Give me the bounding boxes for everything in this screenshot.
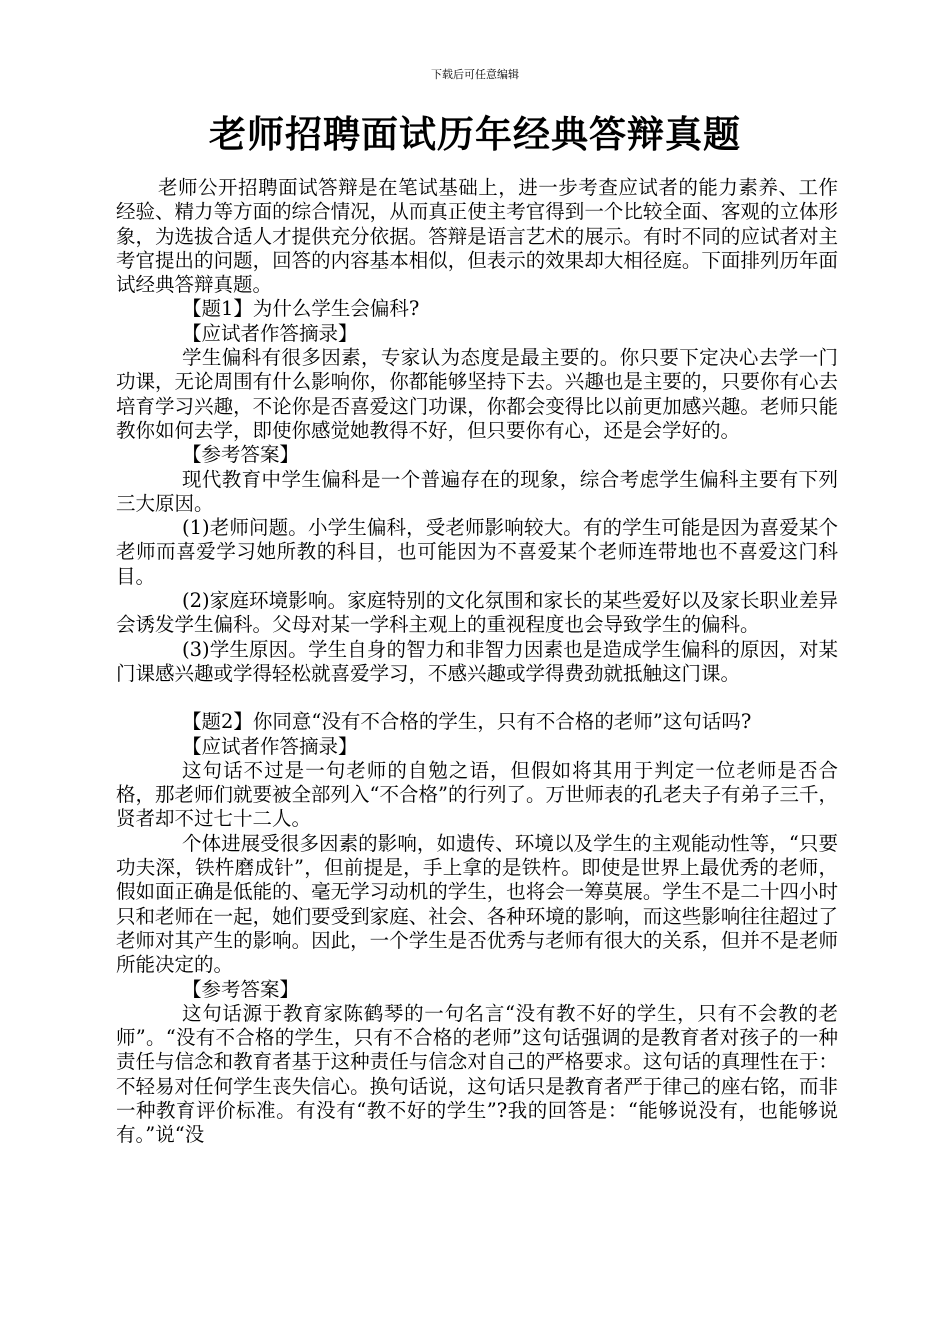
reference-answer-heading: 【参考答案】 (182, 977, 300, 1001)
header-note: 下载后可任意编辑 (431, 68, 519, 81)
intro-paragraph: 老师公开招聘面试答辩是在笔试基础上，进一步考查应试者的能力素养、工作经验、精力等方面的综合情况，从而真正使主考官得到一个比较全面、客观的立体形象，为选拔合适人才提供充分依据。答辩是语言艺术的展示。有时不同的应试者对主考官提出的问题，回答的内容基本相似，但表示的效果却大相径庭。下面排列历年面试经典答辩真题。 (116, 176, 838, 297)
answer-excerpt-paragraph: 这句话不过是一句老师的自勉之语，但假如将其用于判定一位老师是否合格，那老师们就要被全部列入“不合格”的行列了。万世师表的孔老夫子有弟子三千，贤者却不过七十二人。 (116, 758, 838, 831)
document-body (116, 176, 838, 1148)
answer-excerpt-paragraph: 学生偏科有很多因素，专家认为态度是最主要的。你只要下定决心去学一门功课，无论周围有什么影响你，你都能够坚持下去。兴趣也是主要的，只要你有心去培育学习兴趣，不论你是否喜爱这门功课，你都会变得比以前更加感兴趣。老师只能教你如何去学，即使你感觉她教得不好，但只要你有心，还是会学好的。 (116, 346, 838, 442)
reference-answer-paragraph: 现代教育中学生偏科是一个普遍存在的现象，综合考虑学生偏科主要有下列三大原因。 (116, 467, 838, 515)
question-1-heading: 【题1】为什么学生会偏科? (182, 297, 420, 321)
reference-answer-heading: 【参考答案】 (182, 443, 300, 467)
document-title: 老师招聘面试历年经典答辩真题 (209, 113, 741, 156)
question-2-heading: 【题2】你同意“没有不合格的学生，只有不合格的老师”这句话吗? (182, 710, 752, 734)
answer-excerpt-heading: 【应试者作答摘录】 (182, 321, 358, 345)
reason-1-paragraph: (1)老师问题。小学生偏科，受老师影响较大。有的学生可能是因为喜爱某个老师而喜爱学习她所教的科目，也可能因为不喜爱某个老师连带地也不喜爱这门科目。 (116, 516, 838, 588)
reason-2-paragraph: (2)家庭环境影响。家庭特别的文化氛围和家长的某些爱好以及家长职业差异会诱发学生偏科。父母对某一学科主观上的重视程度也会导致学生的偏科。 (116, 589, 838, 637)
answer-excerpt-heading: 【应试者作答摘录】 (182, 734, 358, 758)
answer-excerpt-paragraph: 个体进展受很多因素的影响，如遗传、环境以及学生的主观能动性等，“只要功夫深，铁杵磨成针”，但前提是，手上拿的是铁杵。即使是世界上最优秀的老师，假如面正确是低能的、毫无学习动机的学生，也将会一筹莫展。学生不是二十四小时只和老师在一起，她们要受到家庭、社会、各种环境的影响，而这些影响往往超过了老师对其产生的影响。因此，一个学生是否优秀与老师有很大的关系，但并不是老师所能决定的。 (116, 831, 838, 977)
blank-line (116, 686, 838, 710)
reason-3-paragraph: (3)学生原因。学生自身的智力和非智力因素也是造成学生偏科的原因，对某门课感兴趣或学得轻松就喜爱学习，不感兴趣或学得费劲就抵触这门课。 (116, 637, 838, 685)
reference-answer-paragraph: 这句话源于教育家陈鹤琴的一句名言“没有教不好的学生，只有不会教的老师”。“没有不合格的学生，只有不合格的老师”这句话强调的是教育者对孩子的一种责任与信念和教育者基于这种责任与信念对自己的严格要求。这句话的真理性在于：不轻易对任何学生丧失信心。换句话说，这句话只是教育者严于律己的座右铭，而非一种教育评价标准。有没有“教不好的学生”?我的回答是：“能够说没有，也能够说有。”说“没 (116, 1001, 838, 1147)
